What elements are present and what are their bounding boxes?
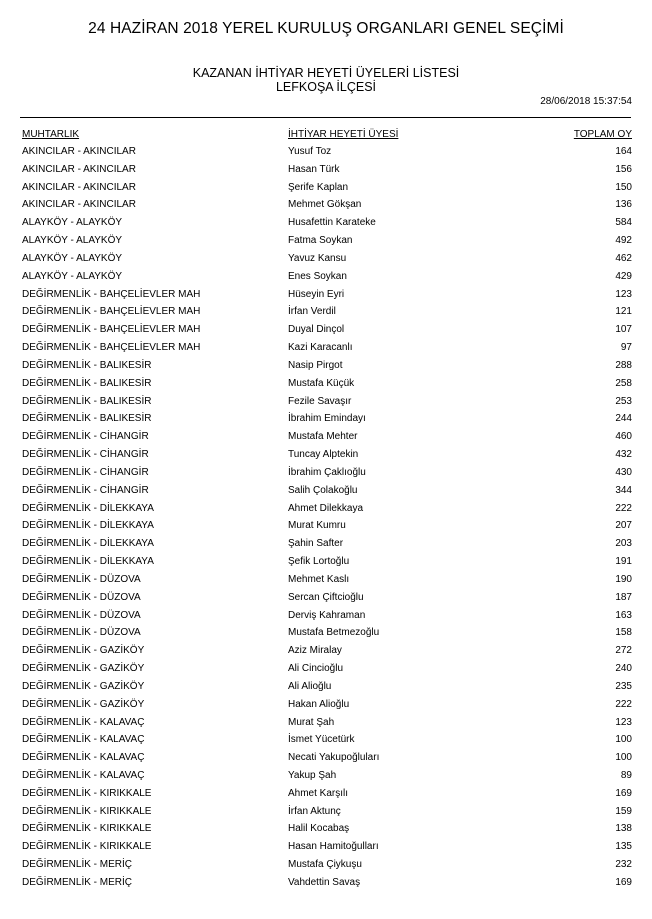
vote-count-cell: 169 [615, 876, 632, 888]
muhtarlik-cell: DEĞİRMENLİK - KALAVAÇ [22, 734, 145, 746]
vote-count-cell: 97 [620, 342, 632, 354]
results-table [0, 143, 652, 892]
muhtarlik-cell: DEĞİRMENLİK - BAHÇELİEVLER MAH [22, 342, 201, 354]
muhtarlik-cell: AKINCILAR - AKINCILAR [22, 163, 136, 175]
document-title: 24 HAZİRAN 2018 YEREL KURULUŞ ORGANLARI GENEL SEÇİMİ [88, 20, 564, 37]
member-name-cell: Mustafa Küçük [288, 377, 355, 389]
vote-count-cell: 107 [615, 324, 632, 336]
muhtarlik-cell: DEĞİRMENLİK - GAZİKÖY [22, 645, 145, 657]
vote-count-cell: 158 [615, 627, 632, 639]
table-row [0, 357, 652, 375]
vote-count-cell: 244 [615, 413, 632, 425]
vote-count-cell: 232 [615, 859, 632, 871]
table-row [0, 820, 652, 838]
muhtarlik-cell: DEĞİRMENLİK - DÜZOVA [22, 591, 141, 603]
muhtarlik-cell: DEĞİRMENLİK - DÜZOVA [22, 609, 141, 621]
vote-count-cell: 164 [615, 146, 632, 157]
muhtarlik-cell: DEĞİRMENLİK - DİLEKKAYA [22, 538, 154, 550]
muhtarlik-cell: ALAYKÖY - ALAYKÖY [22, 252, 123, 264]
muhtarlik-cell: DEĞİRMENLİK - BAHÇELİEVLER MAH [22, 324, 201, 336]
member-name-cell: İbrahim Emindayı [288, 413, 366, 425]
table-row [0, 464, 652, 482]
vote-count-cell: 207 [615, 520, 632, 532]
vote-count-cell: 100 [615, 734, 632, 746]
member-name-cell: Ali Cincioğlu [288, 663, 344, 675]
muhtarlik-cell: ALAYKÖY - ALAYKÖY [22, 270, 123, 282]
table-row [0, 339, 652, 357]
vote-count-cell: 272 [615, 645, 632, 657]
table-row [0, 607, 652, 625]
vote-count-cell: 253 [615, 395, 632, 407]
member-name-cell: Mustafa Mehter [288, 431, 358, 443]
member-name-cell: Mehmet Gökşan [288, 199, 362, 211]
member-name-cell: Sercan Çiftcioğlu [288, 591, 364, 603]
vote-count-cell: 169 [615, 787, 632, 799]
vote-count-cell: 222 [615, 698, 632, 710]
vote-count-cell: 100 [615, 752, 632, 764]
vote-count-cell: 430 [615, 466, 632, 478]
vote-count-cell: 258 [615, 377, 632, 389]
table-row [0, 232, 652, 250]
table-row [0, 856, 652, 874]
member-name-cell: İbrahim Çaklıoğlu [288, 466, 366, 478]
table-row [0, 179, 652, 197]
vote-count-cell: 222 [615, 502, 632, 514]
muhtarlik-cell: DEĞİRMENLİK - BALIKESİR [22, 359, 152, 371]
member-name-cell: Hasan Hamitoğulları [288, 841, 379, 853]
member-name-cell: Derviş Kahraman [288, 609, 366, 621]
table-row [0, 196, 652, 214]
muhtarlik-cell: ALAYKÖY - ALAYKÖY [22, 235, 123, 247]
member-name-cell: Yusuf Toz [288, 146, 332, 157]
member-name-cell: Murat Kumru [288, 520, 346, 532]
vote-count-cell: 462 [615, 252, 632, 264]
list-subtitle: KAZANAN İHTİYAR HEYETİ ÜYELERİ LİSTESİ [192, 66, 460, 80]
table-row [0, 874, 652, 892]
member-name-cell: Şerife Kaplan [288, 181, 349, 193]
vote-count-cell: 89 [620, 769, 632, 781]
table-row [0, 375, 652, 393]
table-row [0, 268, 652, 286]
table-row [0, 482, 652, 500]
table-row [0, 838, 652, 856]
column-header-toplam-oy: TOPLAM OY [573, 129, 632, 140]
vote-count-cell: 187 [615, 591, 632, 603]
vote-count-cell: 123 [615, 716, 632, 728]
muhtarlik-cell: AKINCILAR - AKINCILAR [22, 146, 136, 157]
table-row [0, 714, 652, 732]
table-row [0, 143, 652, 161]
table-row [0, 749, 652, 767]
muhtarlik-cell: DEĞİRMENLİK - BALIKESİR [22, 413, 152, 425]
vote-count-cell: 460 [615, 431, 632, 443]
vote-count-cell: 159 [615, 805, 632, 817]
member-name-cell: Şefik Lortoğlu [288, 556, 350, 568]
table-row [0, 553, 652, 571]
muhtarlik-cell: DEĞİRMENLİK - DİLEKKAYA [22, 556, 154, 568]
member-name-cell: Vahdettin Savaş [288, 876, 361, 888]
member-name-cell: Ahmet Dilekkaya [288, 502, 364, 514]
member-name-cell: Kazi Karacanlı [288, 342, 353, 354]
vote-count-cell: 429 [615, 270, 632, 282]
muhtarlik-cell: DEĞİRMENLİK - MERİÇ [22, 859, 133, 871]
table-row [0, 785, 652, 803]
vote-count-cell: 584 [615, 217, 632, 229]
member-name-cell: Mehmet Kaslı [288, 573, 350, 585]
member-name-cell: Fatma Soykan [288, 235, 353, 247]
muhtarlik-cell: DEĞİRMENLİK - DÜZOVA [22, 627, 141, 639]
vote-count-cell: 203 [615, 538, 632, 550]
header-divider [20, 117, 631, 118]
vote-count-cell: 163 [615, 609, 632, 621]
vote-count-cell: 138 [615, 823, 632, 835]
muhtarlik-cell: DEĞİRMENLİK - MERİÇ [22, 876, 133, 888]
table-row [0, 161, 652, 179]
table-row [0, 642, 652, 660]
vote-count-cell: 191 [615, 556, 632, 568]
table-row [0, 410, 652, 428]
muhtarlik-cell: AKINCILAR - AKINCILAR [22, 181, 136, 193]
table-row [0, 500, 652, 518]
muhtarlik-cell: DEĞİRMENLİK - CİHANGİR [22, 466, 149, 478]
table-row [0, 660, 652, 678]
muhtarlik-cell: DEĞİRMENLİK - CİHANGİR [22, 449, 149, 461]
muhtarlik-cell: DEĞİRMENLİK - GAZİKÖY [22, 663, 145, 675]
table-row [0, 571, 652, 589]
vote-count-cell: 136 [615, 199, 632, 211]
vote-count-cell: 240 [615, 663, 632, 675]
vote-count-cell: 123 [615, 288, 632, 300]
member-name-cell: İrfan Verdil [288, 306, 336, 318]
vote-count-cell: 156 [615, 163, 632, 175]
muhtarlik-cell: DEĞİRMENLİK - KIRIKKALE [22, 823, 152, 835]
district-subtitle: LEFKOŞA İLÇESİ [275, 80, 377, 94]
muhtarlik-cell: DEĞİRMENLİK - KIRIKKALE [22, 805, 152, 817]
table-row [0, 393, 652, 411]
member-name-cell: Necati Yakupoğluları [288, 752, 380, 764]
vote-count-cell: 288 [615, 359, 632, 371]
column-header-muhtarlik: MUHTARLIK [22, 129, 80, 140]
table-row [0, 321, 652, 339]
member-name-cell: Ahmet Karşılı [288, 787, 349, 799]
muhtarlik-cell: DEĞİRMENLİK - CİHANGİR [22, 431, 149, 443]
muhtarlik-cell: DEĞİRMENLİK - DİLEKKAYA [22, 502, 154, 514]
muhtarlik-cell: DEĞİRMENLİK - KIRIKKALE [22, 841, 152, 853]
table-row [0, 535, 652, 553]
table-row [0, 303, 652, 321]
muhtarlik-cell: ALAYKÖY - ALAYKÖY [22, 217, 123, 229]
vote-count-cell: 492 [615, 235, 632, 247]
muhtarlik-cell: DEĞİRMENLİK - DİLEKKAYA [22, 520, 154, 532]
member-name-cell: Mustafa Çiykuşu [288, 859, 362, 871]
muhtarlik-cell: DEĞİRMENLİK - KALAVAÇ [22, 769, 145, 781]
member-name-cell: Şahin Safter [288, 538, 344, 550]
member-name-cell: Mustafa Betmezoğlu [288, 627, 380, 639]
vote-count-cell: 344 [615, 484, 632, 496]
member-name-cell: İsmet Yücetürk [288, 734, 355, 746]
member-name-cell: Hüseyin Eyri [288, 288, 345, 300]
table-row [0, 767, 652, 785]
member-name-cell: Yavuz Kansu [288, 252, 347, 264]
table-row [0, 731, 652, 749]
member-name-cell: Enes Soykan [288, 270, 347, 282]
member-name-cell: Husafettin Karateke [288, 217, 376, 229]
muhtarlik-cell: DEĞİRMENLİK - KALAVAÇ [22, 752, 145, 764]
member-name-cell: Hasan Türk [288, 163, 340, 175]
member-name-cell: Halil Kocabaş [288, 823, 350, 835]
table-row [0, 428, 652, 446]
member-name-cell: Fezile Savaşır [288, 395, 352, 407]
member-name-cell: Salih Çolakoğlu [288, 484, 358, 496]
member-name-cell: Yakup Şah [288, 769, 337, 781]
muhtarlik-cell: DEĞİRMENLİK - BALIKESİR [22, 395, 152, 407]
vote-count-cell: 235 [615, 680, 632, 692]
member-name-cell: Tuncay Alptekin [288, 449, 359, 461]
member-name-cell: Hakan Alioğlu [288, 698, 350, 710]
column-header-uye: İHTİYAR HEYETİ ÜYESİ [288, 129, 399, 140]
table-row [0, 589, 652, 607]
table-row [0, 696, 652, 714]
vote-count-cell: 150 [615, 181, 632, 193]
member-name-cell: Aziz Miralay [288, 645, 342, 657]
report-timestamp: 28/06/2018 15:37:54 [540, 96, 632, 107]
muhtarlik-cell: DEĞİRMENLİK - CİHANGİR [22, 484, 149, 496]
muhtarlik-cell: DEĞİRMENLİK - BAHÇELİEVLER MAH [22, 288, 201, 300]
table-row [0, 214, 652, 232]
member-name-cell: İrfan Aktunç [288, 805, 341, 817]
table-row [0, 250, 652, 268]
table-row [0, 446, 652, 464]
member-name-cell: Nasip Pirgot [288, 359, 343, 371]
muhtarlik-cell: DEĞİRMENLİK - GAZİKÖY [22, 698, 145, 710]
member-name-cell: Ali Alioğlu [288, 680, 332, 692]
table-row [0, 517, 652, 535]
vote-count-cell: 135 [615, 841, 632, 853]
table-row [0, 286, 652, 304]
muhtarlik-cell: DEĞİRMENLİK - GAZİKÖY [22, 680, 145, 692]
member-name-cell: Duyal Dinçol [288, 324, 345, 336]
muhtarlik-cell: DEĞİRMENLİK - BAHÇELİEVLER MAH [22, 306, 201, 318]
muhtarlik-cell: DEĞİRMENLİK - KALAVAÇ [22, 716, 145, 728]
vote-count-cell: 121 [615, 306, 632, 318]
muhtarlik-cell: DEĞİRMENLİK - BALIKESİR [22, 377, 152, 389]
table-row [0, 803, 652, 821]
vote-count-cell: 432 [615, 449, 632, 461]
member-name-cell: Murat Şah [288, 716, 335, 728]
muhtarlik-cell: DEĞİRMENLİK - DÜZOVA [22, 573, 141, 585]
table-row [0, 678, 652, 696]
muhtarlik-cell: DEĞİRMENLİK - KIRIKKALE [22, 787, 152, 799]
table-row [0, 624, 652, 642]
vote-count-cell: 190 [615, 573, 632, 585]
muhtarlik-cell: AKINCILAR - AKINCILAR [22, 199, 136, 211]
